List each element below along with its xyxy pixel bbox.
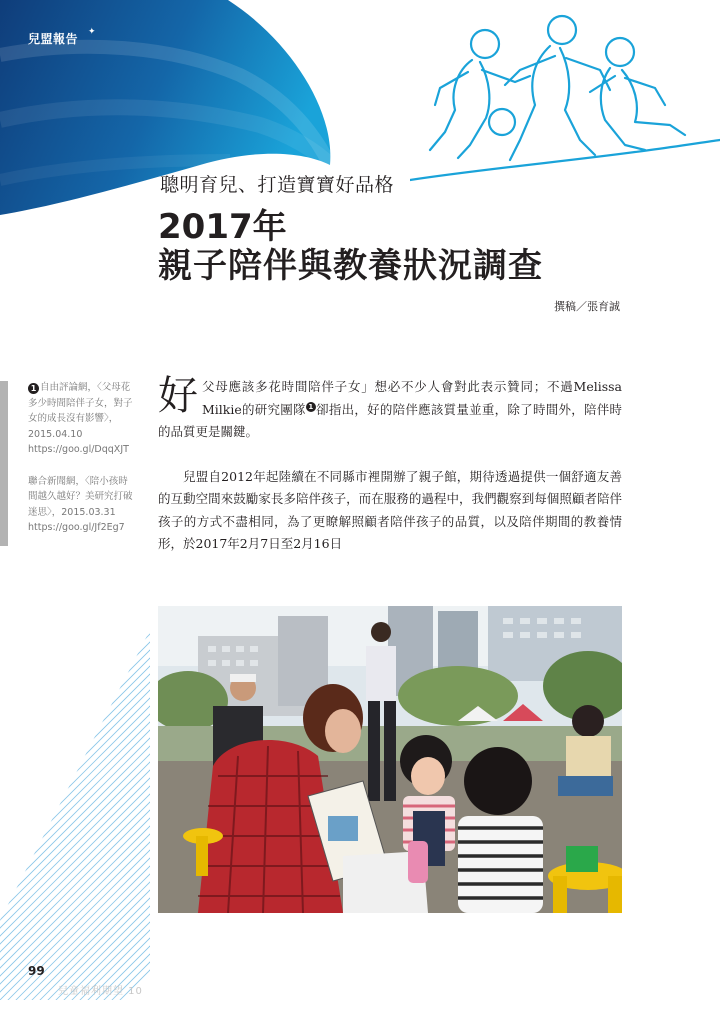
footnote-marker: 1 (306, 402, 316, 412)
article-photo (158, 606, 622, 913)
page-number: 99 (28, 964, 45, 978)
article-body (158, 373, 622, 556)
article-title-line-1: 2017年 (158, 207, 287, 247)
footnote-1 (28, 380, 134, 458)
running-kids-illustration (410, 10, 720, 185)
paragraph-1-text: 父母應該多花時間陪伴子女」想必不少人會對此表示贊同；不過Melissa Milkie的研究團隊 (202, 379, 622, 417)
margin-bar (0, 381, 8, 546)
footnotes (28, 380, 134, 552)
drop-cap: 好 (158, 373, 198, 419)
magazine-name: 兒童福利期望 10 (58, 986, 143, 997)
article-subtitle: 聰明育兒、打造寶寶好品格 (160, 174, 395, 196)
paragraph-1-text-cont: 卻指出，好的陪伴應該質量並重，除了時間外，陪伴時的品質更是關鍵。 (158, 401, 622, 439)
article-title-line-2: 親子陪伴與教養狀況調查 (158, 246, 543, 286)
footnote-number: 1 (28, 383, 39, 394)
footnote-text: 自由評論網，〈父母花多少時間陪伴子女，對子女的成長沒有影響〉，2015.04.10 https://goo.gl/DqqXJT (28, 382, 133, 455)
paragraph-2: 兒盟自2012年起陸續在不同縣市裡開辦了親子館，期待透過提供一個舒適友善的互動空間來鼓勵家長多陪伴孩子，而在服務的過程中，我們觀察到每個照顧者陪伴孩子的方式不盡相同，為了更瞭解照顧者陪伴孩子的品質，以及陪伴期間的教養情形，於2017年2月7日至2月16日 (158, 468, 622, 551)
footnote-2 (28, 474, 134, 536)
author-byline: 撰稿／張育誠 (554, 300, 620, 313)
paragraph-1 (158, 373, 622, 444)
section-label: 兒盟報告 (28, 32, 79, 46)
footnote-text: 聯合新聞網，〈陪小孩時間越久越好？美研究打破迷思〉，2015.03.31 https://goo.gl/Jf2Eg7 (28, 475, 133, 533)
diagonal-hatch-decoration (0, 600, 160, 1000)
sparkle-icon: ✦ (88, 27, 96, 37)
